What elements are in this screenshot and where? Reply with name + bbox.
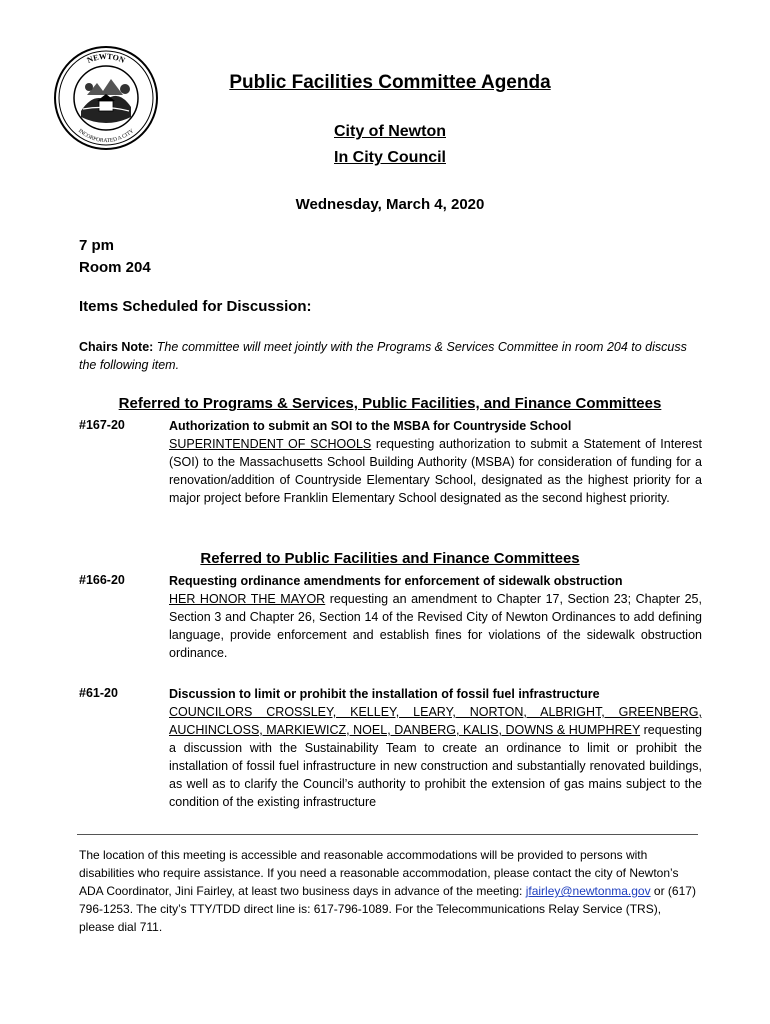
item-description: requesting authorization to submit a Statement of Interest (SOI) to the Massachusetts School Building Authority (MSBA) for consideration of funding for a renovation/addition of Countryside Elementary School, designated as the highest priority for a major project before Franklin Elementary School designated as the second highest priority. [169, 437, 702, 505]
ada-email-link[interactable]: jfairley@newtonma.gov [525, 884, 651, 898]
item-description: requesting a discussion with the Sustainability Team to create an ordinance to limit or prohibit the installation of fossil fuel infrastructure in new construction and substantially renovated buildings, as well as to clarify the Council’s authority to prohibit the extension of gas mains subject to the condition of the existing infrastructure [169, 723, 702, 809]
chairs-note-text: The committee will meet jointly with the Programs & Services Committee in room 204 to discuss the following item. [79, 340, 687, 372]
item-title: Discussion to limit or prohibit the installation of fossil fuel infrastructure [169, 687, 600, 701]
section-heading: Referred to Public Facilities and Finance Committees [200, 550, 580, 567]
page-title: Public Facilities Committee Agenda [229, 72, 551, 93]
item-title: Authorization to submit an SOI to the MSBA for Countryside School [169, 419, 572, 433]
agenda-item [169, 572, 702, 662]
chairs-note [79, 338, 704, 374]
section-heading: Referred to Programs & Services, Public Facilities, and Finance Committees [118, 395, 662, 412]
agenda-item [169, 417, 702, 507]
item-description: requesting an amendment to Chapter 17, Section 23; Chapter 25, Section 3 and Chapter 26, Section 14 of the Revised City of Newton Ordinances to add defining language, provide enforcement and establish fines for violations of the sidewalk obstruction ordinance. [169, 592, 702, 660]
org-name: City of Newton [334, 123, 446, 140]
notice-text: The location of this meeting is accessible and reasonable accommodations will be provided to persons with disabilities who require assistance. If you need a reasonable accommodation, please contact the city of Newton’s ADA Coordinator, Jini Fairley, at least two business days in advance of the meeting: [79, 848, 679, 898]
item-sponsor: HER HONOR THE MAYOR [169, 592, 326, 606]
chairs-note-label: Chairs Note: [79, 340, 154, 354]
items-heading: Items Scheduled for Discussion: [79, 298, 312, 315]
item-title: Requesting ordinance amendments for enforcement of sidewalk obstruction [169, 574, 623, 588]
accessibility-notice [79, 846, 699, 936]
item-number: #61-20 [79, 686, 118, 700]
meeting-room: Room 204 [79, 259, 151, 276]
notice-contact-text: or (617) 796-1253. The city’s TTY/TDD direct line is: 617-796-1089. For the Telecommunications Relay Service (TRS), please dial 711. [79, 884, 696, 934]
seal-top-text: NEWTON [85, 51, 127, 65]
meeting-time: 7 pm [79, 237, 115, 254]
item-sponsor: SUPERINTENDENT OF SCHOOLS [169, 437, 372, 451]
item-sponsor: COUNCILORS CROSSLEY, KELLEY, LEARY, NORTON, ALBRIGHT, GREENBERG, AUCHINCLOSS, MARKIEWICZ, NOEL, DANBERG, KALIS, DOWNS & HUMPHREY [169, 705, 702, 737]
agenda-item [169, 685, 702, 811]
org-subname: In City Council [334, 149, 446, 166]
footer-divider [77, 834, 698, 835]
seal-bottom-text: INCORPORATED A CITY [76, 128, 136, 145]
item-number: #167-20 [79, 418, 125, 432]
svg-text:NEWTON [86, 52, 127, 65]
item-number: #166-20 [79, 573, 125, 587]
meeting-date: Wednesday, March 4, 2020 [295, 196, 485, 213]
